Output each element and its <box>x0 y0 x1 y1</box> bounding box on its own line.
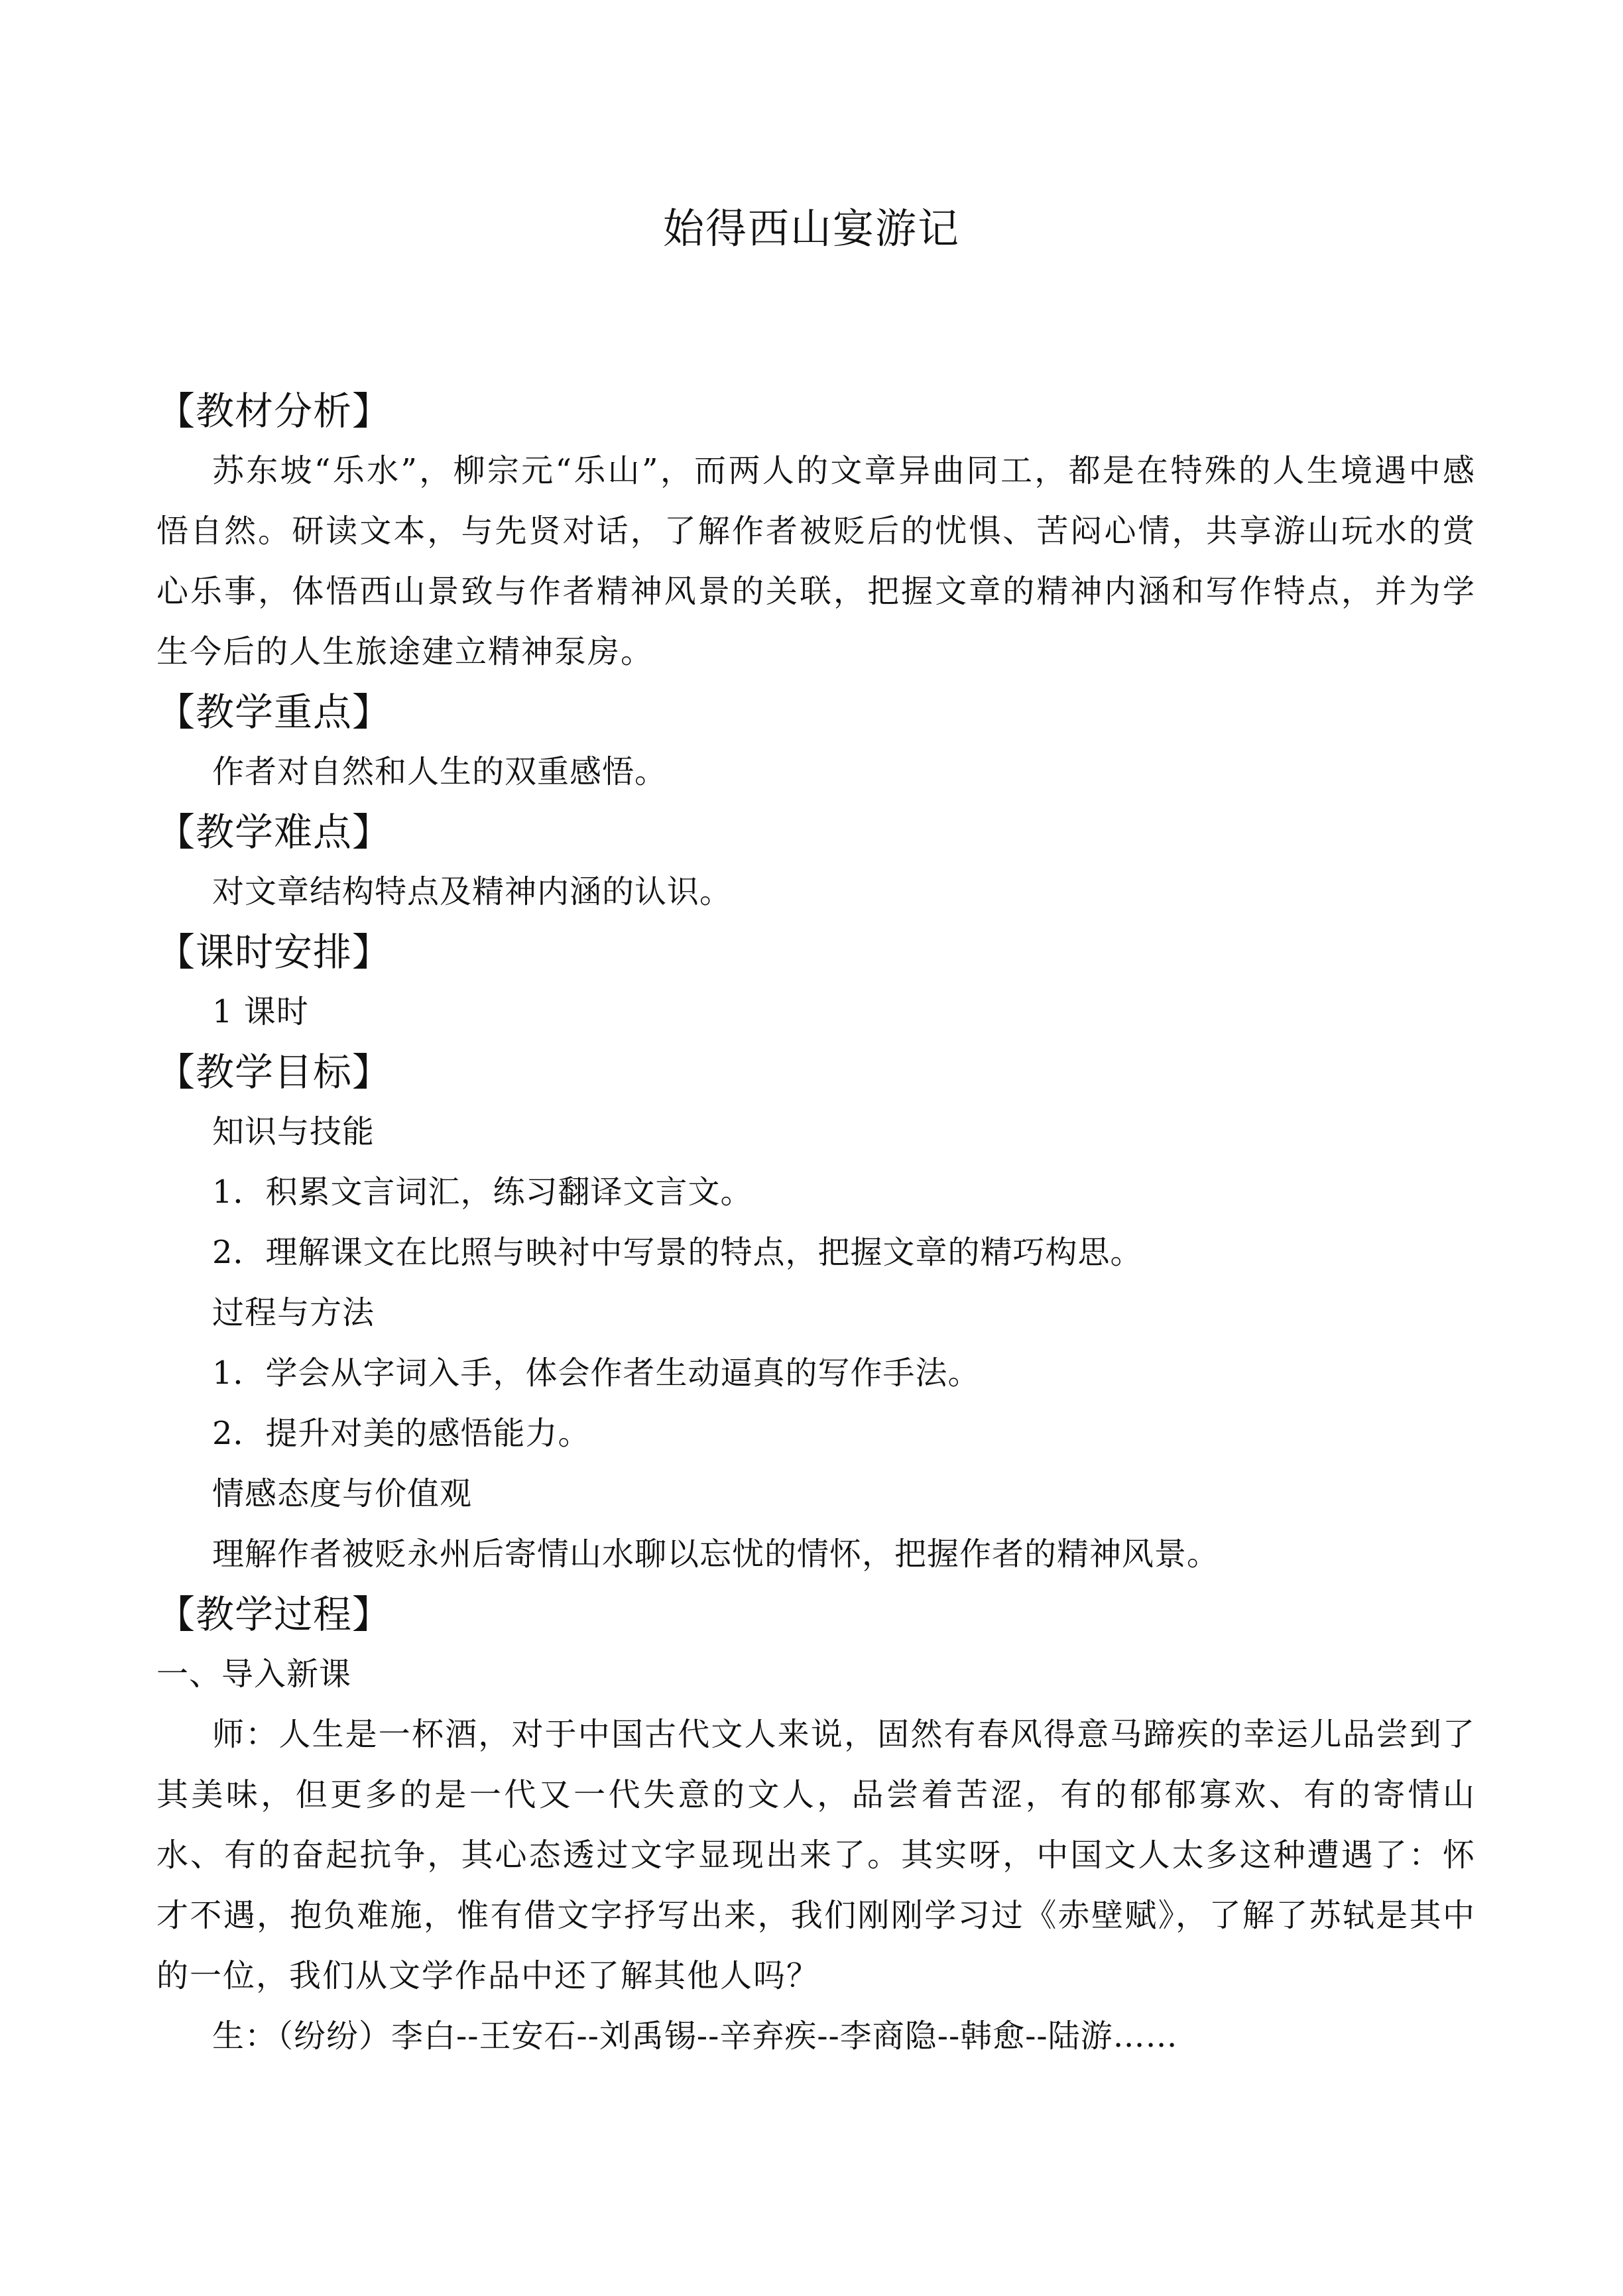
difficulties-text: 对文章结构特点及精神内涵的认识。 <box>212 873 733 910</box>
heading-materials: 【教材分析】 <box>156 389 392 434</box>
process-step-1-label: 一、导入新课 <box>156 1656 352 1693</box>
objective-emotion-label: 情感态度与价值观 <box>212 1475 473 1512</box>
objective-process-item-1: 1．学会从字词入手，体会作者生动逼真的写作手法。 <box>212 1355 981 1392</box>
heading-objectives: 【教学目标】 <box>156 1050 392 1095</box>
heading-difficulties: 【教学难点】 <box>156 810 392 855</box>
heading-key-points: 【教学重点】 <box>156 690 392 735</box>
objective-process-label: 过程与方法 <box>212 1294 375 1331</box>
key-points-text: 作者对自然和人生的双重感悟。 <box>212 753 668 790</box>
document-title: 始得西山宴游记 <box>662 204 960 253</box>
heading-schedule: 【课时安排】 <box>156 930 392 975</box>
objective-knowledge-label: 知识与技能 <box>212 1113 375 1150</box>
objective-emotion-text: 理解作者被贬永州后寄情山水聊以忘忧的情怀，把握作者的精神风景。 <box>212 1536 1220 1573</box>
heading-process: 【教学过程】 <box>156 1592 392 1637</box>
process-teacher-paragraph: 师：人生是一杯酒，对于中国古代文人来说，固然有春风得意马蹄疾的幸运儿品尝到了其美味，但更多的是一代又一代失意的文人，品尝着苦涩，有的郁郁寡欢、有的寄情山水、有的奋起抗争，其心态透过文字显现出来了。其实呀，中国文人太多这种遭遇了：怀才不遇，抱负难施，惟有借文字抒写出来，我们刚刚学习过《赤壁赋》，了解了苏轼是其中的一位，我们从文学作品中还了解其他人吗？ <box>156 1716 1476 1994</box>
objective-knowledge-item-2: 2．理解课文在比照与映衬中写景的特点，把握文章的精巧构思。 <box>212 1234 1143 1271</box>
objective-process-item-2: 2．提升对美的感悟能力。 <box>212 1415 591 1452</box>
objective-knowledge-item-1: 1．积累文言词汇，练习翻译文言文。 <box>212 1174 753 1211</box>
materials-paragraph: 苏东坡“乐水”，柳宗元“乐山”，而两人的文章异曲同工，都是在特殊的人生境遇中感悟自然。研读文本，与先贤对话，了解作者被贬后的忧惧、苦闷心情，共享游山玩水的赏心乐事，体悟西山景致与作者精神风景的关联，把握文章的精神内涵和写作特点，并为学生今后的人生旅途建立精神泵房。 <box>156 452 1476 670</box>
schedule-text: 1 课时 <box>212 993 309 1030</box>
process-student-text: 生：（纷纷）李白--王安石--刘禹锡--辛弃疾--李商隐--韩愈--陆游…… <box>212 2018 1178 2055</box>
document-content <box>156 381 1476 2067</box>
